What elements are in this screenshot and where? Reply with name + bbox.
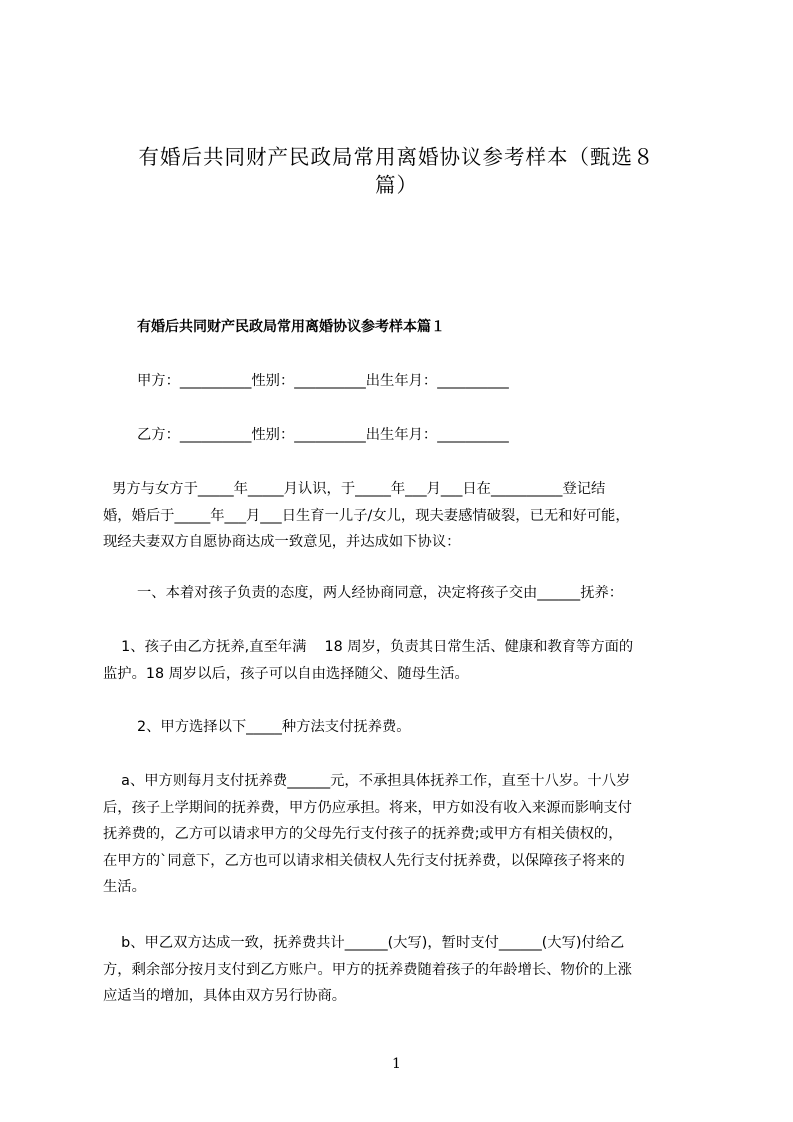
- item-a-line: 生活。: [103, 879, 146, 895]
- item-b-line: 方，剩余部分按月支付到乙方账户。甲方的抚养费随着孩子的年龄增长、物价的上涨: [103, 961, 632, 978]
- item-a-line: a、甲方则每月支付抚养费______元，不承担具体抚养工作，直至十八岁。十八岁: [103, 773, 631, 789]
- item-1-line: 1、孩子由乙方抚养,直至年满 18 周岁，负责其日常生活、健康和教育等方面的: [103, 639, 634, 655]
- intro-paragraph: [103, 476, 703, 556]
- item-2: 2、甲方选择以下_____种方法支付抚养费。: [137, 719, 411, 735]
- intro-line: 男方与女方于_____年_____月认识，于_____年___月___日在__________登记结: [103, 481, 606, 497]
- item-b-line: b、甲乙双方达成一致，抚养费共计______(大写)，暂时支付______(大写)付给乙: [103, 935, 625, 951]
- page-number: 1: [392, 1056, 401, 1072]
- document-title-line-1: 有婚后共同财产民政局常用离婚协议参考样本（甄选８: [138, 145, 655, 169]
- party-b-line: 乙方：__________性别：__________出生年月：__________: [137, 427, 509, 443]
- intro-line: 现经夫妻双方自愿协商达成一致意见，并达成如下协议：: [103, 534, 461, 550]
- item-1-line: 监护。18 周岁以后，孩子可以自由选择随父、随母生活。: [103, 665, 469, 682]
- item-a-line: 抚养费的，乙方可以请求甲方的父母先行支付孩子的抚养费;或甲方有相关债权的，: [103, 826, 623, 842]
- party-a-line: 甲方：__________性别：__________出生年月：__________: [137, 373, 509, 389]
- item-a-paragraph: [103, 768, 703, 901]
- item-a-line: 在甲方的`同意下，乙方也可以请求相关债权人先行支付抚养费，以保障孩子将来的: [103, 852, 625, 869]
- item-1-paragraph: [103, 634, 703, 687]
- item-a-line: 后，孩子上学期间的抚养费，甲方仍应承担。将来，甲方如没有收入来源而影响支付: [103, 799, 632, 816]
- section-heading: 有婚后共同财产民政局常用离婚协议参考样本篇１: [137, 319, 445, 335]
- intro-line: 婚，婚后于_____年___月___日生育一儿子/女儿，现夫妻感情破裂，已无和好可能，: [103, 507, 630, 524]
- item-b-paragraph: [103, 930, 703, 1010]
- clause-1: 一、本着对孩子负责的态度，两人经协商同意，决定将孩子交由______抚养：: [137, 585, 624, 601]
- document-title: [100, 143, 693, 199]
- item-b-line: 应适当的增加，具体由双方另行协商。: [103, 988, 347, 1004]
- document-title-line-2: 篇）: [375, 173, 418, 197]
